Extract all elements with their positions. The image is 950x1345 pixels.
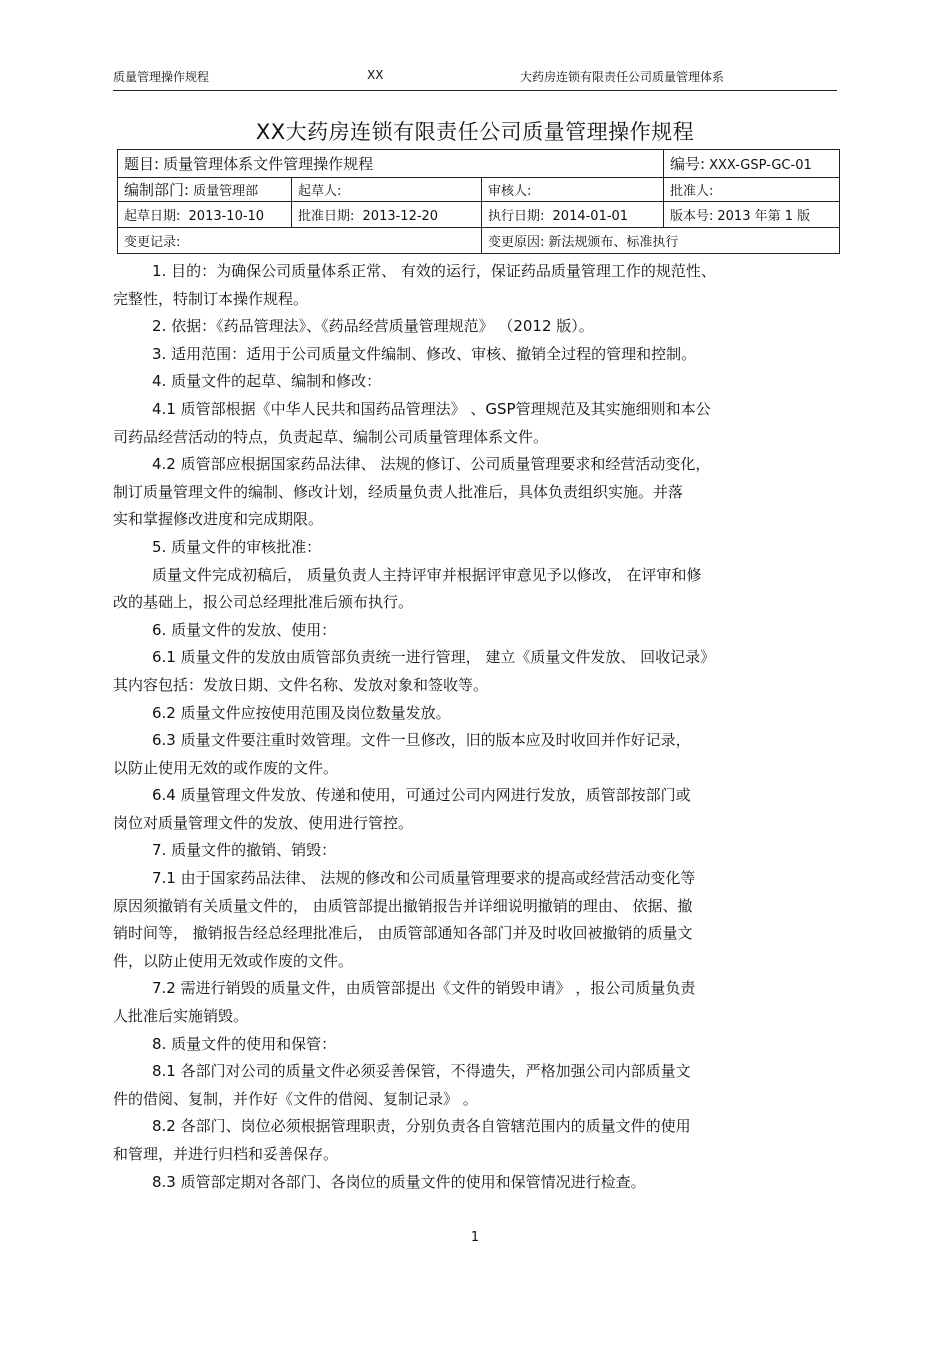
body-line: 7. 质量文件的撤销、销毁：	[152, 841, 337, 860]
body-line: 8. 质量文件的使用和保管：	[152, 1034, 337, 1053]
exec-date-label: 执行日期:	[488, 209, 545, 224]
change-reason-value: 新法规颁布、标准执行	[548, 235, 679, 250]
exec-date-value: 2014-01-01	[552, 209, 629, 224]
body-line: 6.3 质量文件要注重时效管理。文件一旦修改，旧的版本应及时收回并作好记录，	[152, 731, 691, 750]
body-line: 4.1 质管部根据《中华人民共和国药品管理法》 、GSP管理规范及其实施细则和本公	[152, 399, 711, 418]
approve-date-cell	[292, 202, 482, 228]
body-line: 2. 依据：《药品管理法》、《药品经营质量管理规范》 （2012 版）。	[152, 317, 594, 336]
subject-value: 质量管理体系文件管理操作规程	[163, 155, 374, 173]
draft-date-cell	[118, 202, 292, 228]
body-line: 销时间等， 撤销报告经总经理批准后， 由质管部通知各部门并及时收回被撤销的质量文	[113, 924, 693, 943]
body-line: 7.2 需进行销毁的质量文件，由质管部提出《文件的销毁申请》 ，报公司质量负责	[152, 979, 696, 998]
body-line: 8.3 质管部定期对各部门、各岗位的质量文件的使用和保管情况进行检查。	[152, 1172, 646, 1191]
body-line: 8.2 各部门、岗位必须根据管理职责，分别负责各自管辖范围内的质量文件的使用	[152, 1117, 691, 1136]
approve-date-label: 批准日期:	[298, 209, 355, 224]
body-line: 和管理，并进行归档和妥善保存。	[113, 1145, 339, 1163]
version-value: 2013 年第 1 版	[717, 209, 811, 224]
draft-date-value: 2013-10-10	[188, 209, 265, 224]
body-line: 司药品经营活动的特点，负责起草、编制公司质量管理体系文件。	[113, 427, 549, 446]
body-line: 实和掌握修改进度和完成期限。	[113, 510, 324, 529]
body-line: 岗位对质量管理文件的发放、使用进行管控。	[113, 813, 414, 832]
change-record-cell	[118, 228, 482, 254]
meta-row-subject	[118, 150, 840, 178]
body-line: 改的基础上，报公司总经理批准后颁布执行。	[113, 593, 414, 612]
body-line: 6.4 质量管理文件发放、传递和使用，可通过公司内网进行发放，质管部按部门或	[152, 786, 691, 805]
subject-label: 题目:	[124, 155, 160, 173]
running-header-center: XX	[367, 68, 384, 82]
meta-row-changes	[118, 228, 840, 254]
drafter-cell	[292, 178, 482, 202]
body-line: 其内容包括：发放日期、文件名称、发放对象和签收等。	[113, 675, 489, 694]
body-line: 7.1 由于国家药品法律、 法规的修改和公司质量管理要求的提高或经营活动变化等	[152, 869, 696, 888]
body-line: 以防止使用无效的或作废的文件。	[113, 758, 339, 777]
code-label: 编号:	[670, 155, 706, 173]
running-header-right: 大药房连锁有限责任公司质量管理体系	[520, 70, 725, 84]
header-rule	[113, 90, 837, 91]
dept-cell	[118, 178, 292, 202]
document-meta-table	[117, 149, 840, 254]
drafter-label: 起草人:	[298, 184, 342, 199]
body-line: 制订质量管理文件的编制、修改计划，经质量负责人批准后，具体负责组织实施。并落	[113, 482, 684, 501]
approver-label: 批准人:	[670, 184, 714, 199]
change-reason-label: 变更原因:	[488, 235, 545, 250]
code-value: XXX-GSP-GC-01	[709, 158, 812, 173]
body-line: 4.2 质管部应根据国家药品法律、 法规的修订、公司质量管理要求和经营活动变化，	[152, 455, 711, 474]
body-line: 6.1 质量文件的发放由质管部负责统一进行管理， 建立《质量文件发放、 回收记录》	[152, 648, 716, 667]
body-line: 6. 质量文件的发放、使用：	[152, 620, 337, 639]
version-label: 版本号:	[670, 209, 714, 224]
document-body	[113, 258, 837, 1196]
running-header-left: 质量管理操作规程	[113, 70, 210, 84]
code-cell	[664, 150, 840, 178]
body-line: 1. 目的：为确保公司质量体系正常、 有效的运行，保证药品质量管理工作的规范性、	[152, 262, 716, 280]
dept-label: 编制部门:	[124, 181, 190, 199]
reviewer-label: 审核人:	[488, 184, 532, 199]
body-line: 4. 质量文件的起草、编制和修改：	[152, 372, 382, 391]
document-title: XX大药房连锁有限责任公司质量管理操作规程	[255, 120, 695, 144]
approver-cell	[664, 178, 840, 202]
meta-row-dates	[118, 202, 840, 228]
approve-date-value: 2013-12-20	[362, 209, 439, 224]
dept-value: 质量管理部	[193, 184, 259, 199]
change-record-label: 变更记录:	[124, 235, 181, 250]
body-line: 完整性，特制订本操作规程。	[113, 289, 309, 308]
change-reason-cell	[482, 228, 840, 254]
body-line: 原因须撤销有关质量文件的， 由质管部提出撤销报告并详细说明撤销的理由、 依据、撤	[113, 896, 693, 915]
page-number: 1	[470, 1230, 480, 1245]
version-cell	[664, 202, 840, 228]
reviewer-cell	[482, 178, 664, 202]
body-line: 5. 质量文件的审核批准：	[152, 537, 322, 556]
subject-cell	[118, 150, 664, 178]
exec-date-cell	[482, 202, 664, 228]
body-line: 6.2 质量文件应按使用范围及岗位数量发放。	[152, 703, 451, 722]
body-line: 8.1 各部门对公司的质量文件必须妥善保管，不得遗失，严格加强公司内部质量文	[152, 1062, 691, 1081]
body-line: 人批准后实施销毁。	[113, 1007, 249, 1026]
body-line: 质量文件完成初稿后， 质量负责人主持评审并根据评审意见予以修改， 在评审和修	[152, 565, 702, 584]
body-line: 件的借阅、复制，并作好《文件的借阅、复制记录》 。	[113, 1089, 478, 1108]
meta-row-people	[118, 178, 840, 202]
draft-date-label: 起草日期:	[124, 209, 181, 224]
body-line: 3. 适用范围：适用于公司质量文件编制、修改、审核、撤销全过程的管理和控制。	[152, 344, 697, 363]
body-line: 件，以防止使用无效或作废的文件。	[113, 951, 354, 970]
